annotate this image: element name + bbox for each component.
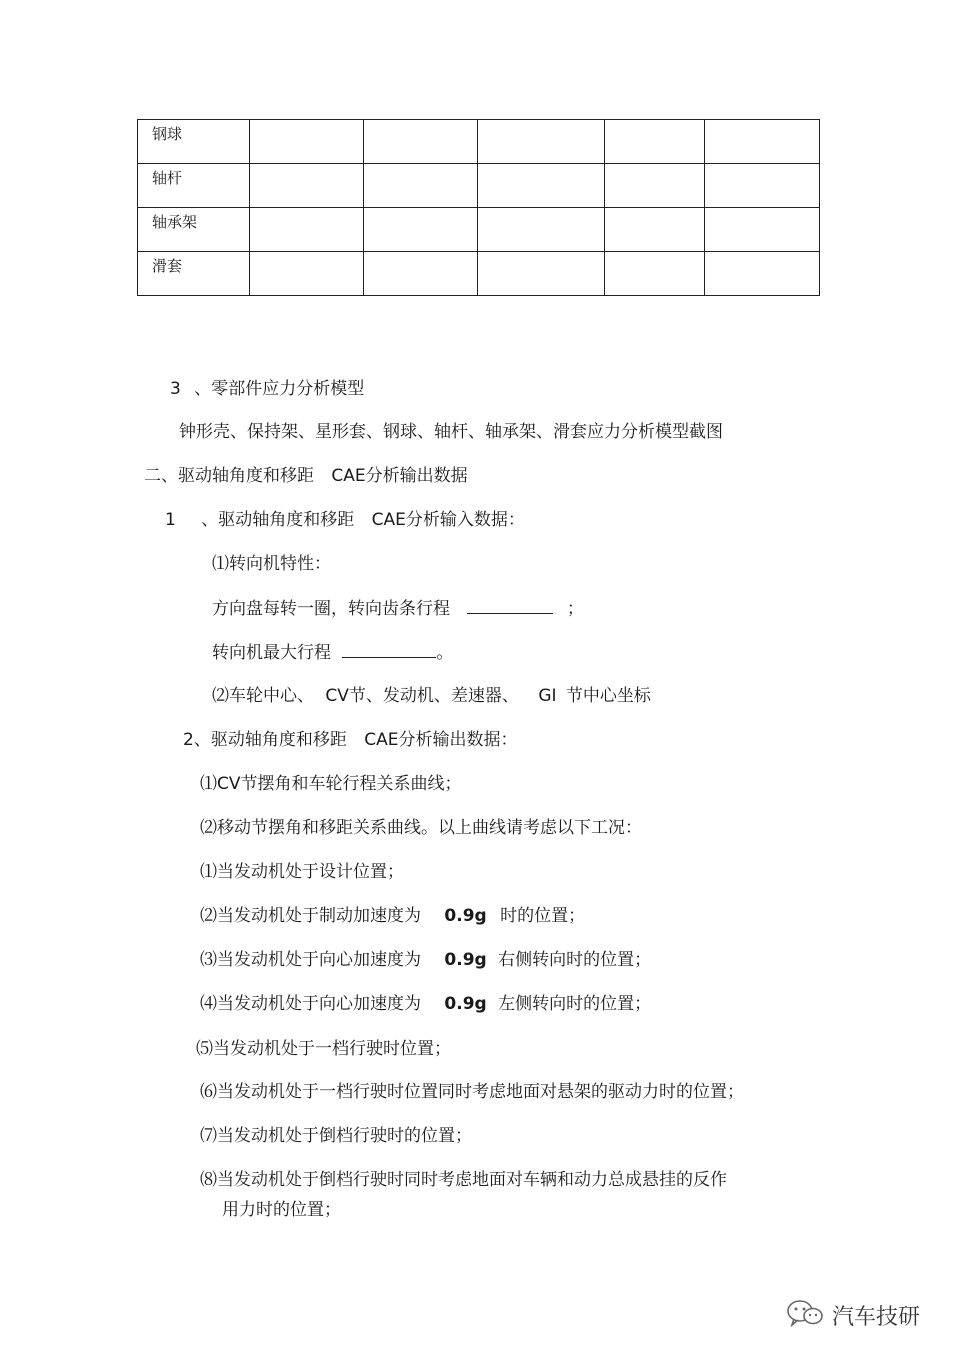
table-cell xyxy=(364,252,478,296)
case-8-line2: 用力时的位置； xyxy=(222,1200,341,1220)
table-row-label: 钢球 xyxy=(138,120,250,164)
sub2-title-cae: CAE xyxy=(364,730,399,750)
steering-max-travel-line xyxy=(212,641,453,664)
max-travel-blank xyxy=(342,641,436,658)
item2-mid: 节、发动机、差速器、 xyxy=(348,686,519,706)
case3-prefix: ⑶当发动机处于向心加速度为 xyxy=(200,950,421,970)
table-cell xyxy=(250,120,364,164)
curve2: ⑵移动节摆角和移距关系曲线。以上曲线请考虑以下工况： xyxy=(200,818,642,838)
case4-suffix: 左侧转向时的位置； xyxy=(498,994,652,1014)
rack-travel-suffix: ； xyxy=(566,599,584,619)
section3-heading xyxy=(170,378,364,400)
table-cell xyxy=(250,252,364,296)
section3-number: 3 xyxy=(170,379,181,399)
item2-cv: CV xyxy=(325,686,349,706)
sub1-title-cae: CAE xyxy=(371,510,406,530)
case3-suffix: 右侧转向时的位置； xyxy=(498,950,652,970)
case2-value: 0.9g xyxy=(444,906,487,926)
table-row xyxy=(138,208,820,252)
table-cell xyxy=(478,208,605,252)
part2-heading-cae: CAE xyxy=(331,466,366,486)
table-cell xyxy=(478,164,605,208)
table-cell xyxy=(250,208,364,252)
sub1-item1: ⑴转向机特性： xyxy=(212,554,331,574)
section3-body: 钟形壳、保持架、星形套、钢球、轴杆、轴承架、滑套应力分析模型截图 xyxy=(179,422,723,442)
table-row xyxy=(138,164,820,208)
table-cell xyxy=(705,164,820,208)
case-6: ⑹当发动机处于一档行驶时位置同时考虑地面对悬架的驱动力时的位置； xyxy=(200,1082,744,1102)
table-cell xyxy=(364,208,478,252)
rack-travel-label: 方向盘每转一圈，转向齿条行程 xyxy=(212,599,450,619)
wechat-icon xyxy=(786,1298,824,1332)
item2-gi: GI xyxy=(538,686,557,706)
table-cell xyxy=(478,120,605,164)
table-row-label: 轴杆 xyxy=(138,164,250,208)
sub2-title-suffix: 分析输出数据： xyxy=(398,730,518,750)
curve1-suffix: 节摆角和车轮行程关系曲线； xyxy=(240,774,462,794)
table-cell xyxy=(605,208,705,252)
part2-heading xyxy=(144,465,468,487)
case-8-line1: ⑻当发动机处于倒档行驶时同时考虑地面对车辆和动力总成悬挂的反作 xyxy=(200,1170,727,1190)
table-cell xyxy=(605,164,705,208)
table-row xyxy=(138,252,820,296)
case-1: ⑴当发动机处于设计位置； xyxy=(200,862,404,882)
case3-value: 0.9g xyxy=(444,950,487,970)
part2-heading-prefix: 二、驱动轴角度和移距 xyxy=(144,466,314,486)
case4-value: 0.9g xyxy=(444,994,487,1014)
table-cell xyxy=(705,252,820,296)
item2-prefix: ⑵车轮中心、 xyxy=(212,686,314,706)
case-4 xyxy=(200,993,651,1015)
sub1-title-suffix: 分析输入数据： xyxy=(405,510,525,530)
case2-suffix: 时的位置； xyxy=(500,906,586,926)
part2-heading-suffix: 分析输出数据 xyxy=(365,466,468,486)
table-cell xyxy=(478,252,605,296)
table-cell xyxy=(705,208,820,252)
curve1 xyxy=(200,773,462,795)
sub1-title-prefix: 、驱动轴角度和移距 xyxy=(201,510,355,530)
table-row-label: 滑套 xyxy=(138,252,250,296)
sub1-item2 xyxy=(212,685,651,707)
table-cell xyxy=(605,120,705,164)
case-7: ⑺当发动机处于倒档行驶时的位置； xyxy=(200,1126,472,1146)
table-row xyxy=(138,120,820,164)
parts-table xyxy=(137,119,820,296)
case2-prefix: ⑵当发动机处于制动加速度为 xyxy=(200,906,421,926)
sub1-number: 1 xyxy=(165,510,176,530)
table-cell xyxy=(605,252,705,296)
case4-prefix: ⑷当发动机处于向心加速度为 xyxy=(200,994,421,1014)
curve1-cv: CV xyxy=(217,774,241,794)
case-3 xyxy=(200,949,651,971)
case-2 xyxy=(200,905,585,927)
section3-title: 、零部件应力分析模型 xyxy=(194,379,365,399)
sub1-heading xyxy=(165,509,525,531)
curve1-prefix: ⑴ xyxy=(200,774,217,794)
table-cell xyxy=(364,120,478,164)
rack-travel-blank xyxy=(467,597,553,614)
sub2-heading xyxy=(183,729,517,751)
watermark-text: 汽车技研 xyxy=(832,1304,921,1330)
sub2-title-prefix: 2、驱动轴角度和移距 xyxy=(183,730,347,750)
case-5: ⑸当发动机处于一档行驶时位置； xyxy=(196,1039,451,1059)
steering-rack-travel-line xyxy=(212,597,584,620)
table-row-label: 轴承架 xyxy=(138,208,250,252)
table-cell xyxy=(250,164,364,208)
table-cell xyxy=(364,164,478,208)
watermark xyxy=(786,1299,920,1331)
max-travel-suffix: 。 xyxy=(436,643,454,663)
max-travel-label: 转向机最大行程 xyxy=(212,643,331,663)
table-cell xyxy=(705,120,820,164)
item2-suffix: 节中心坐标 xyxy=(565,686,651,706)
